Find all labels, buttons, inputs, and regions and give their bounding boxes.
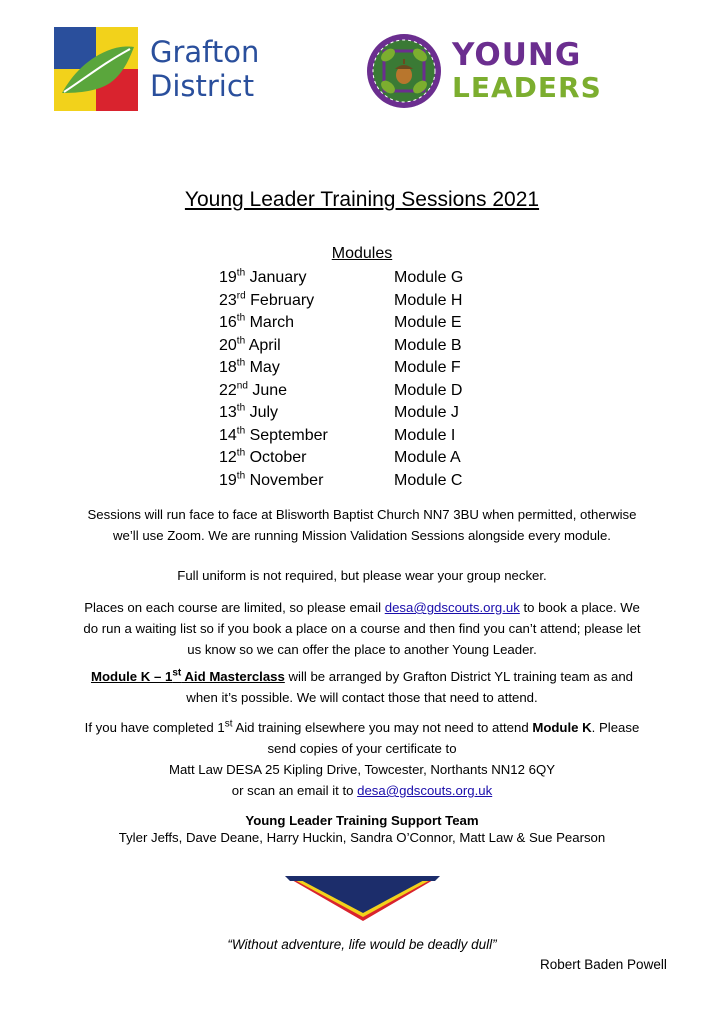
schedule-date: 13th July bbox=[219, 402, 279, 421]
places-paragraph: Places on each course are limited, so please email desa@gdscouts.org.uk to book a place. We do run a waiting list so if you book a place on a course and then find you can’t attend; please let us know so we can offer the place to another Young Leader. bbox=[83, 600, 641, 657]
schedule-date: 19th November bbox=[219, 470, 324, 489]
email-link[interactable]: desa@gdscouts.org.uk bbox=[384, 600, 520, 615]
page-title: Young Leader Training Sessions 2021 bbox=[184, 188, 540, 211]
modules-heading: Modules bbox=[331, 245, 393, 262]
sessions-paragraph: Sessions will run face to face at Blisworth Baptist Church NN7 3BU when permitted, otherwise we’ll use Zoom. We are running Mission Validation Sessions alongside every module. bbox=[87, 507, 637, 543]
schedule-module: Module J bbox=[394, 404, 459, 421]
schedule-module: Module F bbox=[394, 359, 461, 376]
schedule-date: 19th January bbox=[219, 267, 307, 286]
schedule-date: 20th April bbox=[219, 335, 281, 354]
schedule-date: 12th October bbox=[219, 447, 307, 466]
schedule-module: Module I bbox=[394, 426, 456, 444]
schedule-module: Module H bbox=[394, 291, 463, 309]
team-heading: Young Leader Training Support Team bbox=[245, 813, 479, 828]
grafton-logo-text-line2: District bbox=[150, 69, 255, 103]
schedule-module: Module A bbox=[394, 449, 461, 466]
young-leaders-acorn-icon bbox=[366, 33, 442, 109]
quote-text: “Without adventure, life would be deadly dull” bbox=[227, 937, 497, 952]
schedule-module: Module B bbox=[394, 336, 462, 354]
schedule-date: 16th March bbox=[219, 312, 295, 331]
module-k-heading: Module K – 1st Aid Masterclass bbox=[90, 667, 285, 684]
schedule-module: Module G bbox=[394, 269, 464, 286]
quote-author: Robert Baden Powell bbox=[540, 957, 667, 972]
grafton-district-leaf-icon bbox=[54, 27, 138, 111]
grafton-logo-text-line1: Grafton bbox=[150, 35, 260, 69]
schedule-date: 22nd June bbox=[219, 380, 288, 399]
module-k-paragraph: Module K – 1st Aid Masterclass will be arranged by Grafton District YL training team as and when it’s possible. We will contact those that need to attend. bbox=[90, 667, 634, 705]
schedule-date: 14th September bbox=[219, 425, 328, 444]
young-leaders-logo-text-line1: YOUNG bbox=[452, 37, 582, 73]
first-aid-paragraph: If you have completed 1st Aid training elsewhere you may not need to attend Module K. Please send copies of your certificate to Matt Law DESA 25 Kipling Drive, Towcester, Northants NN12 6QY or scan an email it to desa@gdscouts.org.uk bbox=[84, 718, 640, 798]
schedule-module: Module E bbox=[394, 314, 462, 331]
schedule-date: 23rd February bbox=[219, 290, 315, 309]
schedule-date: 18th May bbox=[219, 357, 280, 376]
schedule-module: Module D bbox=[394, 381, 463, 399]
uniform-paragraph: Full uniform is not required, but please wear your group necker. bbox=[177, 568, 547, 583]
scout-necker-icon bbox=[285, 874, 440, 922]
email-link-2[interactable]: desa@gdscouts.org.uk bbox=[357, 783, 493, 798]
young-leaders-logo-text-line2: LEADERS bbox=[452, 71, 602, 104]
team-names: Tyler Jeffs, Dave Deane, Harry Huckin, Sandra O’Connor, Matt Law & Sue Pearson bbox=[118, 830, 606, 845]
schedule-module: Module C bbox=[394, 471, 463, 489]
